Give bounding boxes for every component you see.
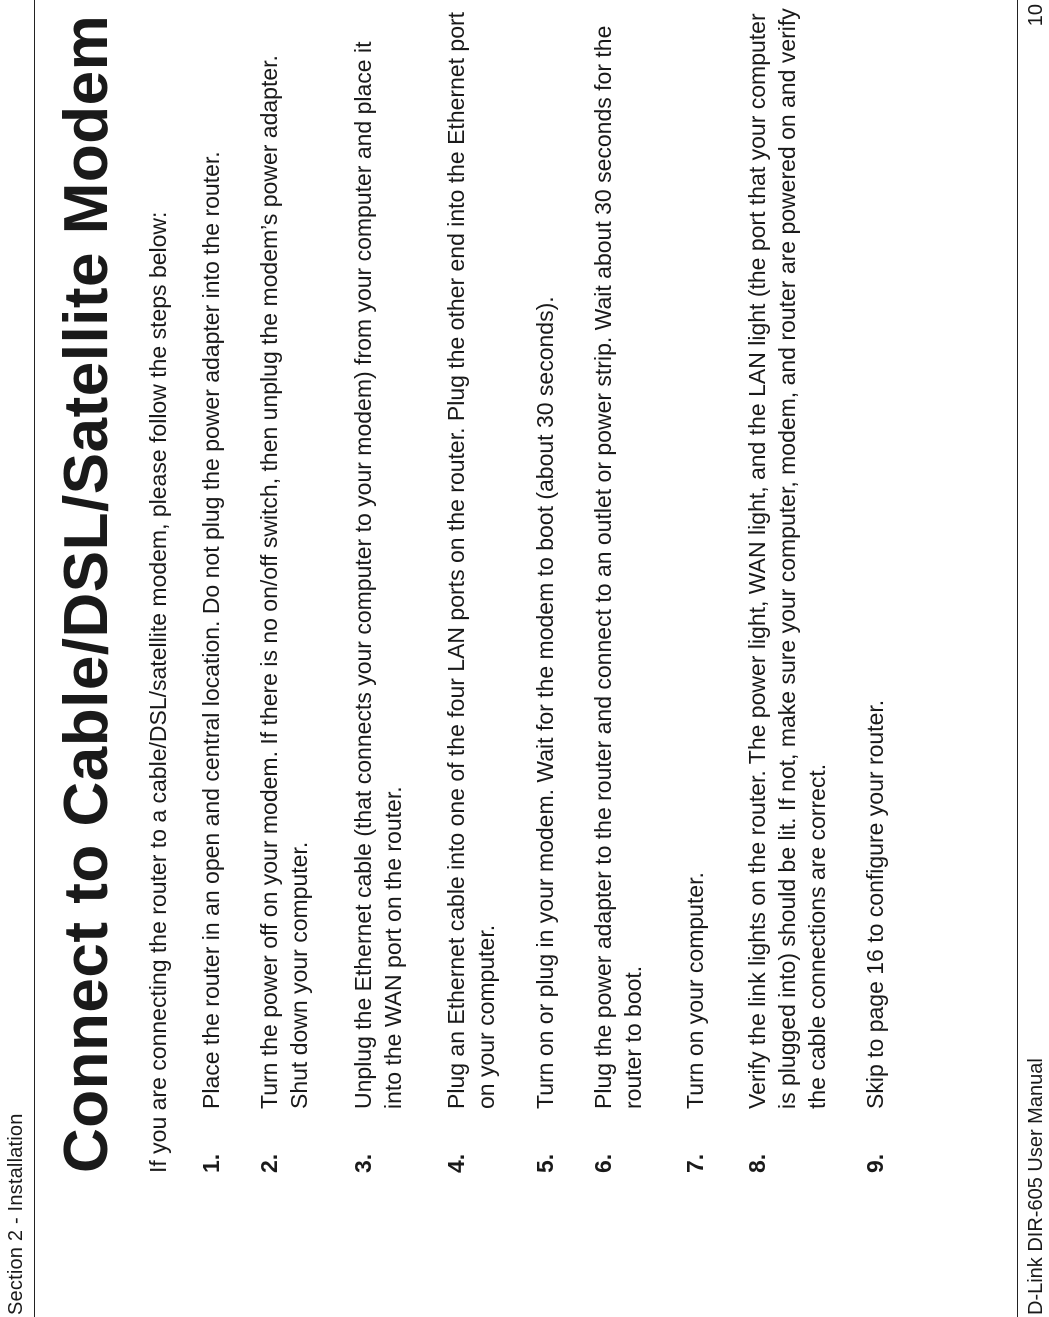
steps-list [196, 3, 894, 1173]
step-text: Skip to page 16 to configure your router. [862, 699, 888, 1109]
header-rule [34, 0, 35, 1317]
step-text: Turn on your computer. [682, 872, 708, 1109]
step-number: 1. [198, 1153, 224, 1173]
step-text: Unplug the Ethernet cable (that connects your computer to your modem) from your computer and place it into the WAN port on the router. [350, 41, 406, 1109]
step-6 [588, 3, 680, 1173]
step-5 [530, 3, 588, 1173]
step-text: Plug the power adapter to the router and connect to an outlet or power strip. Wait about 30 seconds for the router to boot. [590, 25, 646, 1109]
manual-name: D-Link DIR-605 User Manual [1025, 1058, 1047, 1315]
step-number: 5. [532, 1153, 558, 1173]
step-number: 9. [862, 1153, 888, 1173]
page-title: Connect to Cable/DSL/Satellite Modem [52, 14, 121, 1173]
step-text: Turn on or plug in your modem. Wait for the modem to boot (about 30 seconds). [532, 296, 558, 1109]
step-number: 3. [350, 1153, 376, 1173]
footer-rule [1017, 0, 1018, 1317]
step-number: 4. [443, 1153, 469, 1173]
step-7 [680, 3, 742, 1173]
step-1 [196, 3, 254, 1173]
step-9 [860, 3, 894, 1173]
page-number: 10 [1025, 4, 1047, 27]
step-number: 8. [744, 1153, 770, 1173]
section-label: Section 2 - Installation [5, 1113, 27, 1315]
step-text: Verify the link lights on the router. The power light, WAN light, and the LAN light (the port that your computer is plugged into) should be lit. If not, make sure your computer, modem, and router are powered on and verify the cable connections are correct. [744, 8, 830, 1109]
step-8 [742, 3, 860, 1173]
step-text: Place the router in an open and central location. Do not plug the power adapter into the router. [198, 151, 224, 1109]
step-text: Plug an Ethernet cable into one of the four LAN ports on the router. Plug the other end into the Ethernet port on your computer. [443, 11, 499, 1109]
intro-paragraph: If you are connecting the router to a cable/DSL/satellite modem, please follow the steps below: [145, 211, 171, 1173]
step-3 [348, 3, 441, 1173]
step-number: 2. [256, 1153, 282, 1173]
step-number: 7. [682, 1153, 708, 1173]
step-2 [254, 3, 348, 1173]
step-4 [441, 3, 530, 1173]
step-text: Turn the power off on your modem. If there is no on/off switch, then unplug the modem’s power adapter. Shut down your computer. [256, 55, 312, 1109]
step-number: 6. [590, 1153, 616, 1173]
